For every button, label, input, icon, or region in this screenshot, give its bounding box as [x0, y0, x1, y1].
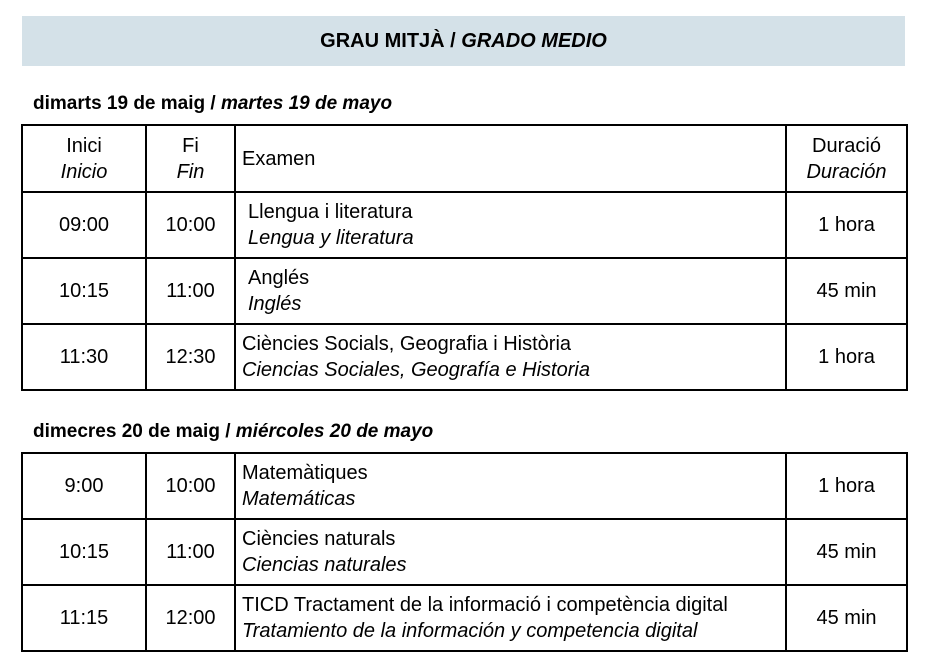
column-header-end: Fi Fin [146, 125, 235, 192]
end-time: 12:00 [146, 585, 235, 651]
table-header-row [22, 125, 907, 192]
exam-name-ca: Llengua i literatura [248, 201, 413, 223]
exam-name-es: Lengua y literatura [248, 227, 414, 249]
exam-name-ca: TICD Tractament de la informació i competència digital [242, 594, 728, 616]
end-time: 10:00 [146, 453, 235, 519]
banner-title-es: GRADO MEDIO [461, 29, 607, 52]
exam-name [235, 453, 786, 519]
day-2-title-ca: dimecres 20 de maig [33, 421, 220, 442]
end-time: 10:00 [146, 192, 235, 258]
banner-separator: / [444, 29, 462, 52]
day-1-title-es: martes 19 de mayo [220, 93, 393, 114]
day-2-title: dimecres 20 de maig / miércoles 20 de mayo [33, 421, 434, 442]
column-header-duration: Duració Duración [786, 125, 907, 192]
end-time: 12:30 [146, 324, 235, 390]
exam-name [235, 585, 786, 651]
banner-title-ca: GRAU MITJÀ [320, 29, 445, 52]
exam-name-es: Matemáticas [242, 488, 356, 510]
end-time: 11:00 [146, 519, 235, 585]
duration: 1 hora [786, 192, 907, 258]
exam-name-ca: Ciències naturals [242, 528, 396, 550]
exam-name-es: Tratamiento de la información y competencia digital [242, 620, 698, 642]
start-time: 10:15 [22, 258, 146, 324]
day-2-schedule-table [21, 452, 908, 652]
exam-name [235, 192, 786, 258]
day-1-schedule-table [21, 124, 908, 391]
exam-name [235, 324, 786, 390]
table-row [22, 519, 907, 585]
duration: 45 min [786, 585, 907, 651]
exam-name [235, 519, 786, 585]
exam-name-es: Ciencias naturales [242, 554, 407, 576]
exam-name-ca: Matemàtiques [242, 462, 368, 484]
duration: 45 min [786, 519, 907, 585]
start-time: 09:00 [22, 192, 146, 258]
exam-name-es: Inglés [248, 293, 302, 315]
start-time: 11:30 [22, 324, 146, 390]
table-row [22, 192, 907, 258]
day-2-title-es: miércoles 20 de mayo [235, 421, 434, 442]
table-row [22, 324, 907, 390]
table-row [22, 585, 907, 651]
section-banner [22, 16, 905, 66]
exam-name-ca: Ciències Socials, Geografia i Història [242, 333, 572, 355]
duration: 45 min [786, 258, 907, 324]
table-row [22, 453, 907, 519]
day-1-title-ca: dimarts 19 de maig [33, 93, 206, 114]
duration: 1 hora [786, 453, 907, 519]
start-time: 9:00 [22, 453, 146, 519]
exam-name [235, 258, 786, 324]
start-time: 11:15 [22, 585, 146, 651]
day-1-title: dimarts 19 de maig / martes 19 de mayo [33, 93, 393, 114]
duration: 1 hora [786, 324, 907, 390]
exam-name-es: Ciencias Sociales, Geografía e Historia [242, 359, 590, 381]
exam-name-ca: Anglés [248, 267, 310, 289]
start-time: 10:15 [22, 519, 146, 585]
column-header-exam: Examen [235, 125, 786, 192]
column-header-start: Inici Inicio [22, 125, 146, 192]
end-time: 11:00 [146, 258, 235, 324]
table-row [22, 258, 907, 324]
